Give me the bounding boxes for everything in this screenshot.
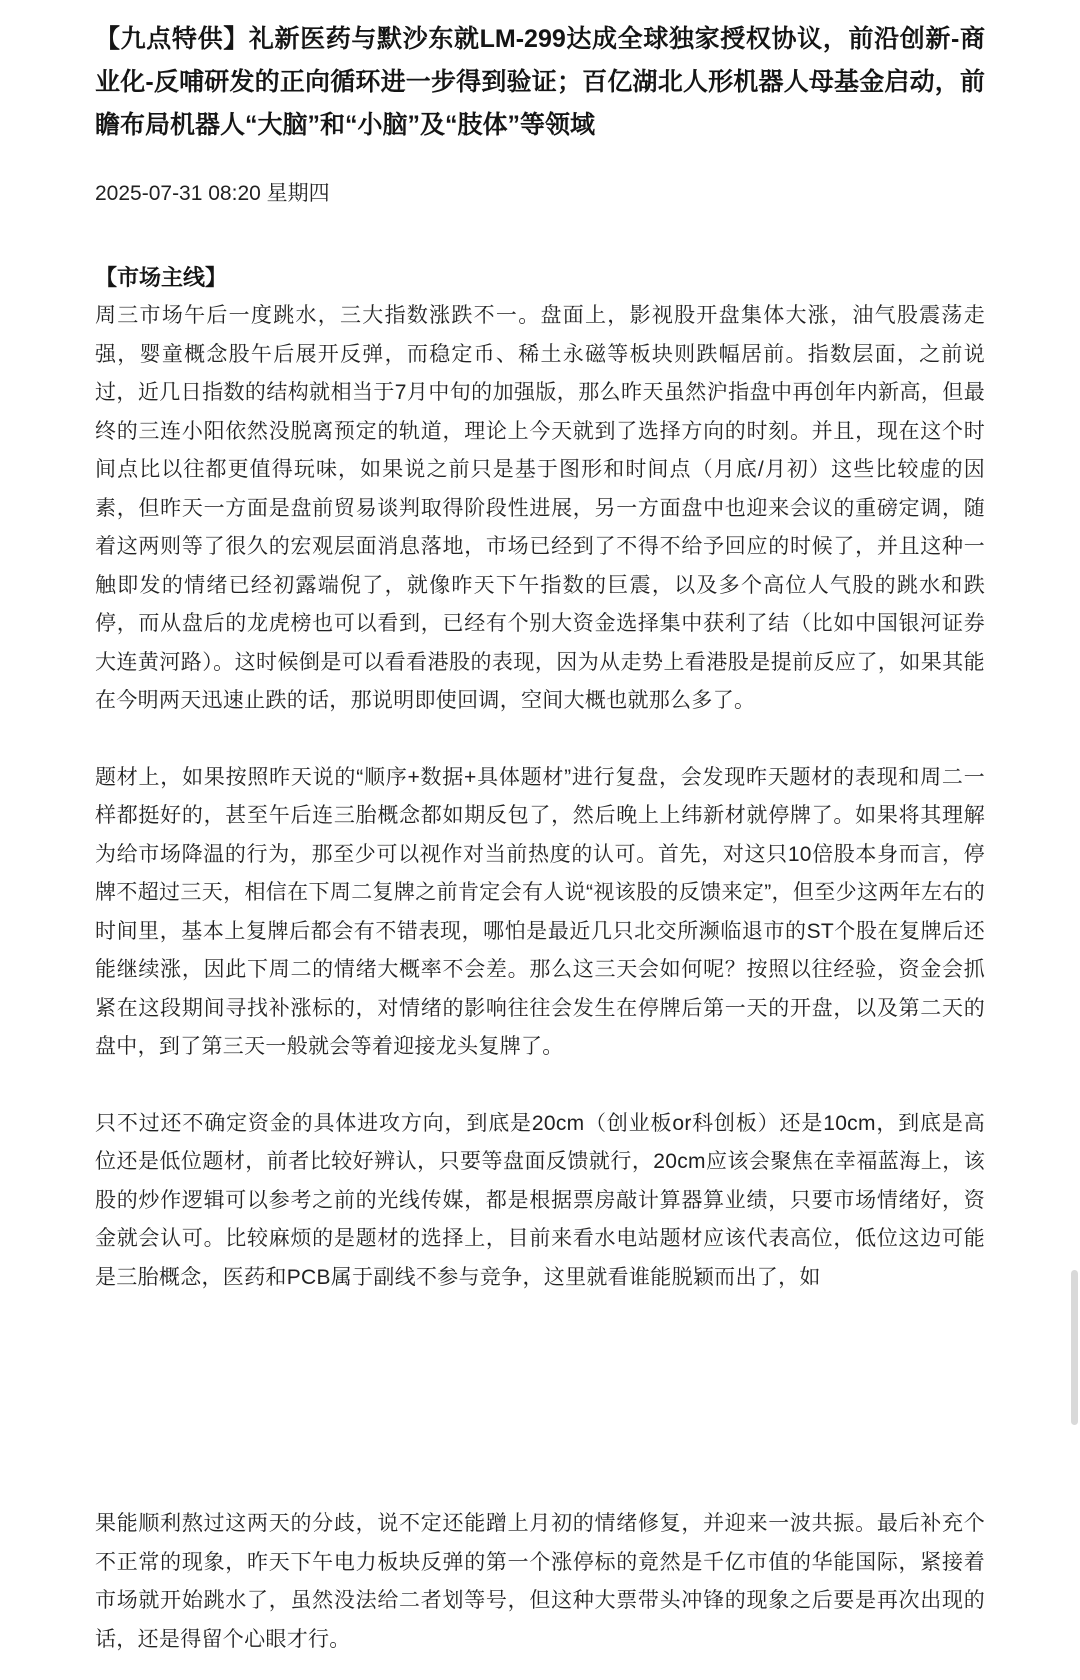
article-title: 【九点特供】礼新医药与默沙东就LM-299达成全球独家授权协议，前沿创新-商业化-反哺研发的正向循环进一步得到验证；百亿湖北人形机器人母基金启动，前瞻布局机器人“大脑”和“小脑”及“肢体”等领域 bbox=[95, 25, 985, 139]
content-gap bbox=[95, 1335, 985, 1505]
paragraph-market-overview: 周三市场午后一度跳水，三大指数涨跌不一。盘面上，影视股开盘集体大涨，油气股震荡走强，婴童概念股午后展开反弹，而稳定币、稀土永磁等板块则跌幅居前。指数层面，之前说过，近几日指数的结构就相当于7月中旬的加强版，那么昨天虽然沪指盘中再创年内新高，但最终的三连小阳依然没脱离预定的轨道，理论上今天就到了选择方向的时刻。并且，现在这个时间点比以往都更值得玩味，如果说之前只是基于图形和时间点（月底/月初）这些比较虚的因素，但昨天一方面是盘前贸易谈判取得阶段性进展，另一方面盘中也迎来会议的重磅定调，随着这两则等了很久的宏观层面消息落地，市场已经到了不得不给予回应的时候了，并且这种一触即发的情绪已经初露端倪了，就像昨天下午指数的巨震，以及多个高位人气股的跳水和跌停，而从盘后的龙虎榜也可以看到，已经有个别大资金选择集中获利了结（比如中国银河证券大连黄河路）。这时候倒是可以看看港股的表现，因为从走势上看港股是提前反应了，如果其能在今明两天迅速止跌的话，那说明即使回调，空间大概也就那么多了。 bbox=[95, 304, 985, 712]
scrollbar[interactable] bbox=[1070, 0, 1080, 1680]
article-date: 2025-07-31 08:20 星期四 bbox=[95, 182, 330, 205]
section-header-market-mainline: 【市场主线】 bbox=[95, 265, 228, 290]
paragraph-capital-direction: 只不过还不确定资金的具体进攻方向，到底是20cm（创业板or科创板）还是10cm，到底是高位还是低位题材，前者比较好辨认，只要等盘面反馈就行，20cm应该会聚焦在幸福蓝海上，该股的炒作逻辑可以参考之前的光线传媒，都是根据票房敲计算器算业绩，只要市场情绪好，资金就会认可。比较麻烦的是题材的选择上，目前来看水电站题材应该代表高位，低位这边可能是三胎概念，医药和PCB属于副线不参与竞争，这里就看谁能脱颖而出了，如 bbox=[95, 1111, 985, 1289]
scrollbar-thumb[interactable] bbox=[1071, 1270, 1078, 1425]
paragraph-continuation: 果能顺利熬过这两天的分歧，说不定还能蹭上月初的情绪修复，并迎来一波共振。最后补充个不正常的现象，昨天下午电力板块反弹的第一个涨停标的竟然是千亿市值的华能国际，紧接着市场就开始跳水了，虽然没法给二者划等号，但这种大票带头冲锋的现象之后要是再次出现的话，还是得留个心眼才行。 bbox=[95, 1512, 985, 1651]
paragraph-theme-review: 题材上，如果按照昨天说的“顺序+数据+具体题材”进行复盘，会发现昨天题材的表现和周二一样都挺好的，甚至午后连三胎概念都如期反包了，然后晚上上纬新材就停牌了。如果将其理解为给市场降温的行为，那至少可以视作对当前热度的认可。首先，对这只10倍股本身而言，停牌不超过三天，相信在下周二复牌之前肯定会有人说“视该股的反馈来定”，但至少这两年左右的时间里，基本上复牌后都会有不错表现，哪怕是最近几只北交所濒临退市的ST个股在复牌后还能继续涨，因此下周二的情绪大概率不会差。那么这三天会如何呢？按照以往经验，资金会抓紧在这段期间寻找补涨标的，对情绪的影响往往会发生在停牌后第一天的开盘，以及第二天的盘中，到了第三天一般就会等着迎接龙头复牌了。 bbox=[95, 765, 985, 1058]
